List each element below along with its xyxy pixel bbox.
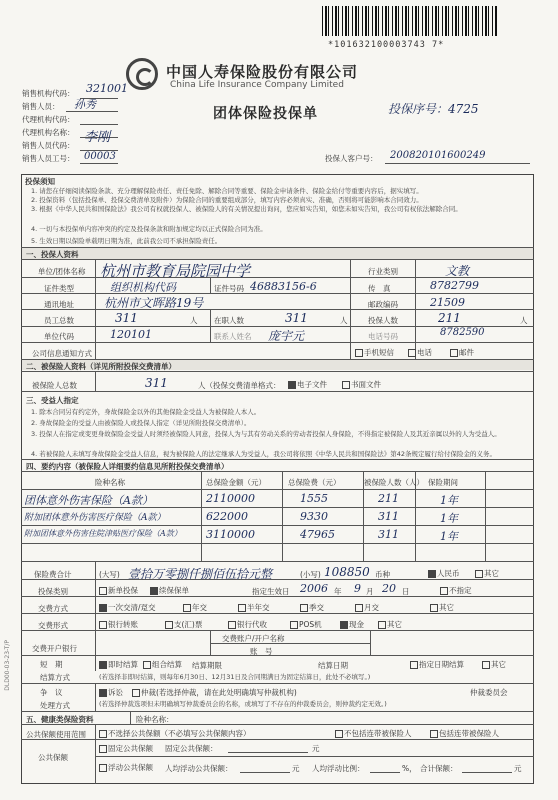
settle-fixed-checkbox[interactable]: 指定日期结算 xyxy=(410,659,464,670)
section3-title: 三、受益人指定 xyxy=(26,396,79,405)
china-life-logo-icon xyxy=(126,58,158,90)
label-customer-no: 投保人客户号： xyxy=(325,154,378,163)
label-cert-type: 证件类型 xyxy=(44,284,74,293)
label-total-amount: 合计保额： xyxy=(420,764,458,773)
product-row-2-count: 311 xyxy=(378,510,399,523)
col-sum-insured: 总保险金额（元） xyxy=(206,478,266,487)
product-row-1-premium: 1555 xyxy=(300,492,328,505)
label-staff-code: 销售人员代码： xyxy=(22,141,75,150)
label-public-use: 公共保额使用范围 xyxy=(26,730,86,739)
label-effective-date: 指定生效日 xyxy=(252,587,290,596)
section5-title: 五、健康类保险资料 xyxy=(26,715,94,724)
product-row-2-sum: 622000 xyxy=(206,510,248,523)
label-contact: 联系人姓名 xyxy=(214,332,252,341)
label-settle: 短 期 结算方式 xyxy=(40,660,70,682)
product-row-2-premium: 9330 xyxy=(300,510,328,523)
product-row-1-name: 团体意外伤害保险（A款） xyxy=(24,494,153,507)
label-fixed-value: 固定公共保额： xyxy=(165,744,218,753)
company-name-en: China Life Insurance Company Limited xyxy=(170,80,344,90)
label-day: 日 xyxy=(402,587,410,596)
product-row-3-premium: 47965 xyxy=(300,528,335,541)
section2-title: 二、被保险人资料（详见所附投保交费清单） xyxy=(26,362,176,371)
date-day-value: 20 xyxy=(382,582,396,595)
label-pay-form: 交费形式 xyxy=(38,621,68,630)
label-settle-day: 结算日期 xyxy=(318,661,348,670)
currency-rmb-checkbox[interactable]: 人民币 xyxy=(428,568,460,579)
label-premium-total: 保险费合计 xyxy=(34,570,72,579)
label-public-amount: 公共保额 xyxy=(38,753,68,762)
label-address: 通讯地址 xyxy=(44,300,74,309)
dispute-arbitration-checkbox[interactable]: 仲裁(若选择仲裁，请在此处明确填写仲裁机构) xyxy=(132,687,297,698)
pay-quarterly-checkbox[interactable]: 季交 xyxy=(300,602,324,613)
notice-title: 投保须知 xyxy=(25,177,55,186)
industry-value: 文教 xyxy=(445,264,470,278)
notify-phone-checkbox[interactable]: 电话 xyxy=(408,347,432,358)
customer-no-value: 200820101600249 xyxy=(390,150,486,161)
notice-line-3: 3. 根据《中华人民共和国保险法》我公司有权就投保人、被保险人的有关情况提出询问，您应如实告知，如您未如实告知，我公司有权依法解除合同。 xyxy=(31,205,462,213)
pay-annual-checkbox[interactable]: 年交 xyxy=(183,602,207,613)
form-bank-collect-checkbox[interactable]: 银行代收 xyxy=(228,619,267,630)
label-unit-name: 单位/团体名称 xyxy=(38,267,86,276)
notice-line-4: 4. 一切与本投保单内容冲突的约定及投保条款和附加规定均以正式保险合同为准。 xyxy=(31,225,267,233)
insured-total-value: 311 xyxy=(145,376,168,390)
fax-value: 8782799 xyxy=(430,279,479,292)
agent-name-value: 李刚 xyxy=(84,130,111,145)
settle-instant-checkbox[interactable]: 即时结算 xyxy=(99,659,138,670)
form-cash-checkbox[interactable]: 现金 xyxy=(340,619,364,630)
product-row-2-period: 1年 xyxy=(440,512,458,525)
sales-staff-value: 孙秀 xyxy=(74,98,96,111)
label-insured-total: 被保险人总数 xyxy=(32,381,77,390)
label-fax: 传 真 xyxy=(368,284,391,293)
form-cheque-checkbox[interactable]: 支(汇)票 xyxy=(165,619,202,630)
cert-no-value: 46883156-6 xyxy=(250,280,317,293)
form-pos-checkbox[interactable]: POS机 xyxy=(290,619,322,630)
insure-renew-checkbox[interactable]: 续保保单 xyxy=(150,585,189,596)
dispute-note: (若选择仲裁选项但未明确填写仲裁委员会的名称，或填写了不存在的仲裁委员会，则仲裁约定无效。) xyxy=(99,700,387,708)
pay-other-checkbox[interactable]: 其它 xyxy=(430,602,454,613)
label-on-staff: 在职人数 xyxy=(214,316,244,325)
settle-other-checkbox[interactable]: 其它 xyxy=(482,659,506,670)
label-year: 年 xyxy=(334,587,342,596)
label-zip: 邮政编码 xyxy=(368,300,398,309)
product-row-1-count: 211 xyxy=(378,492,399,505)
unit-person: 人 xyxy=(520,316,528,325)
cert-type-value: 组织机构代码 xyxy=(110,281,176,294)
label-insure-type: 投保类别 xyxy=(38,587,68,596)
section4-title: 四、要约内容（被保险人详细要约信息见所附投保交费清单） xyxy=(26,462,229,471)
beneficiary-line-4: 4. 若被保险人未填写身故保险金受益人信息，视为被保险人的法定继承人为受益人，我公司将依照《中华人民共和国保险法》第42条规定履行给付保险金的义务。 xyxy=(31,450,497,458)
label-account-name: 交费账户/开户名称 xyxy=(222,634,285,643)
handwritten-serial-note: 投保序号：4725 xyxy=(388,102,479,116)
float-public-checkbox[interactable]: 浮动公共保额 xyxy=(99,762,153,773)
sales-org-code-value: 321001 xyxy=(86,82,128,95)
unit-person: 人 xyxy=(190,316,198,325)
public-none-checkbox[interactable]: 不选择公共保额（不必填写公共保额内容） xyxy=(99,728,251,739)
label-industry: 行业类别 xyxy=(368,267,398,276)
label-upper: (大写) xyxy=(99,570,120,579)
premium-words-value: 壹拾万零捌仟捌佰伍拾元整 xyxy=(128,567,273,581)
unit-yuan: 元 xyxy=(514,764,522,773)
settle-note: (若选择非即时结算，则每年6月30日、12月31日及合同期满日为固定结算日，此处不必填写。) xyxy=(99,673,371,681)
form-code-edge: DLD00-03-23-T/P xyxy=(4,640,11,691)
beneficiary-line-2: 2. 身故保险金的受益人由被保险人或投保人指定（详见所附投保交费清单）。 xyxy=(31,419,251,427)
label-lower: (小写) xyxy=(300,570,321,579)
company-name-cn: 中国人寿保险股份有限公司 xyxy=(166,63,359,81)
currency-other-checkbox[interactable]: 其它 xyxy=(475,568,499,579)
on-staff-value: 311 xyxy=(285,311,308,325)
label-pay-mode: 交费方式 xyxy=(38,604,68,613)
beneficiary-line-3: 3. 投保人在指定或变更身故保险金受益人时须经被保险人同意，投保人为与其有劳动关系的劳动者投保人身保险，不得指定被保险人及其近亲属以外的人为受益人。 xyxy=(31,430,501,438)
format-paper-checkbox[interactable]: 书面文件 xyxy=(342,379,381,390)
label-phone: 电话号码 xyxy=(368,332,398,341)
label-float-value: 人均浮动公共保额： xyxy=(165,764,233,773)
unit-name-value: 杭州市教育局院园中学 xyxy=(100,262,251,280)
unit-yuan: 元 xyxy=(312,744,320,753)
label-staff-name: 销售人员工号： xyxy=(22,154,75,163)
premium-small-value: 108850 xyxy=(324,565,370,579)
phone-value: 8782590 xyxy=(440,327,485,338)
label-total-staff: 员工总数 xyxy=(44,316,74,325)
product-row-1-sum: 2110000 xyxy=(206,492,255,505)
section1-title: 一、投保人资料 xyxy=(26,250,79,259)
notice-line-2: 2. 投保资料（包括投保单、投保交费清单及附件）为保险合同的重要组成部分，填写内容必须真实、准确，否则将可能影响本合同效力。 xyxy=(31,196,423,204)
format-electronic-checkbox[interactable]: 电子文件 xyxy=(288,379,327,390)
col-product: 险种名称 xyxy=(95,478,125,487)
barcode xyxy=(322,6,498,36)
no-date-checkbox[interactable]: 不指定 xyxy=(440,585,472,596)
label-bank: 交费开户银行 xyxy=(32,644,77,653)
unit-yuan: 元 xyxy=(292,764,300,773)
label-currency: 币种 xyxy=(375,570,390,579)
notice-line-5: 5. 生效日期以保险单载明日期为准，此前我公司不承担保险责任。 xyxy=(31,237,222,245)
zip-value: 21509 xyxy=(430,296,465,309)
label-unit-code: 单位代码 xyxy=(44,332,74,341)
label-arbitration-committee: 仲裁委员会 xyxy=(470,688,508,697)
notice-line-1: 1. 请您在仔细阅读保险条款、充分理解保险责任、责任免除、解除合同等重要、保险金申请条件、保险金给付等重要内容后，据实填写。 xyxy=(31,187,423,195)
label-settle-period: 结算期限 xyxy=(192,661,222,670)
date-year-value: 2006 xyxy=(300,582,328,595)
product-row-2-name: 附加团体意外伤害医疗保险（A款） xyxy=(24,513,166,523)
insure-new-checkbox[interactable]: 新单投保 xyxy=(99,585,138,596)
pay-single-checkbox[interactable]: 一次交清/趸交 xyxy=(99,602,156,613)
col-premium: 总保险费（元） xyxy=(288,478,341,487)
barcode-number: *101632100003743 7* xyxy=(328,40,445,50)
notify-sms-checkbox[interactable]: 手机短信 xyxy=(355,347,394,358)
label-agent-name: 代理机构名称： xyxy=(22,128,75,137)
notify-email-checkbox[interactable]: 邮件 xyxy=(450,347,474,358)
label-insured-count: 投保人数 xyxy=(368,316,398,325)
total-staff-value: 311 xyxy=(115,311,138,325)
dispute-litigation-checkbox[interactable]: 诉讼 xyxy=(99,687,123,698)
label-agent-org-code: 代理机构代码： xyxy=(22,115,75,124)
label-health-product: 险种名称： xyxy=(136,715,174,724)
product-row-1-period: 1年 xyxy=(440,494,458,507)
label-float-ratio: 人均浮动比例： xyxy=(312,764,365,773)
label-account-no: 账 号 xyxy=(250,647,273,656)
label-cert-no: 证件号码 xyxy=(214,284,244,293)
label-sales-staff: 销售人员： xyxy=(22,102,60,111)
public-exclude-checkbox[interactable]: 不包括连带被保险人 xyxy=(335,728,412,739)
pay-monthly-checkbox[interactable]: 月交 xyxy=(355,602,379,613)
col-insured-count: 被保险人数（人） xyxy=(364,478,424,487)
address-value: 杭州市文晖路19号 xyxy=(104,296,204,310)
public-include-checkbox[interactable]: 包括连带被保险人 xyxy=(430,728,499,739)
product-row-3-count: 311 xyxy=(378,528,399,541)
col-period: 保险期间 xyxy=(428,478,458,487)
unit-code-value: 120101 xyxy=(110,328,152,341)
form-transfer-checkbox[interactable]: 银行转账 xyxy=(99,619,138,630)
form-title: 团体保险投保单 xyxy=(213,106,318,122)
contact-value: 庞宇元 xyxy=(268,329,305,343)
fixed-public-checkbox[interactable]: 固定公共保额 xyxy=(99,743,153,754)
product-row-3-name: 附加团体意外伤害住院津贴医疗保险（A款） xyxy=(24,529,182,538)
beneficiary-line-1: 1. 除本合同另有约定外，身故保险金以外的其他保险金受益人为被保险人本人。 xyxy=(31,408,261,416)
unit-person: 人 xyxy=(340,316,348,325)
label-month: 月 xyxy=(366,587,374,596)
pay-semiannual-checkbox[interactable]: 半年交 xyxy=(238,602,270,613)
product-row-3-sum: 3110000 xyxy=(206,528,255,541)
form-other-checkbox[interactable]: 其它 xyxy=(378,619,402,630)
staff-code-value: 00003 xyxy=(84,151,116,162)
unit-percent: %， xyxy=(402,764,417,773)
label-list-format: 人（投保交费清单格式： xyxy=(198,381,281,390)
date-month-value: 9 xyxy=(354,582,361,595)
label-sales-org-code: 销售机构代码： xyxy=(22,89,75,98)
product-row-3-period: 1年 xyxy=(440,530,458,543)
insured-count-value: 211 xyxy=(438,311,461,325)
label-dispute: 争 议 处理方式 xyxy=(40,688,70,710)
settle-combined-checkbox[interactable]: 组合结算 xyxy=(143,659,182,670)
label-notify: 公司信息通知方式 xyxy=(32,349,92,358)
